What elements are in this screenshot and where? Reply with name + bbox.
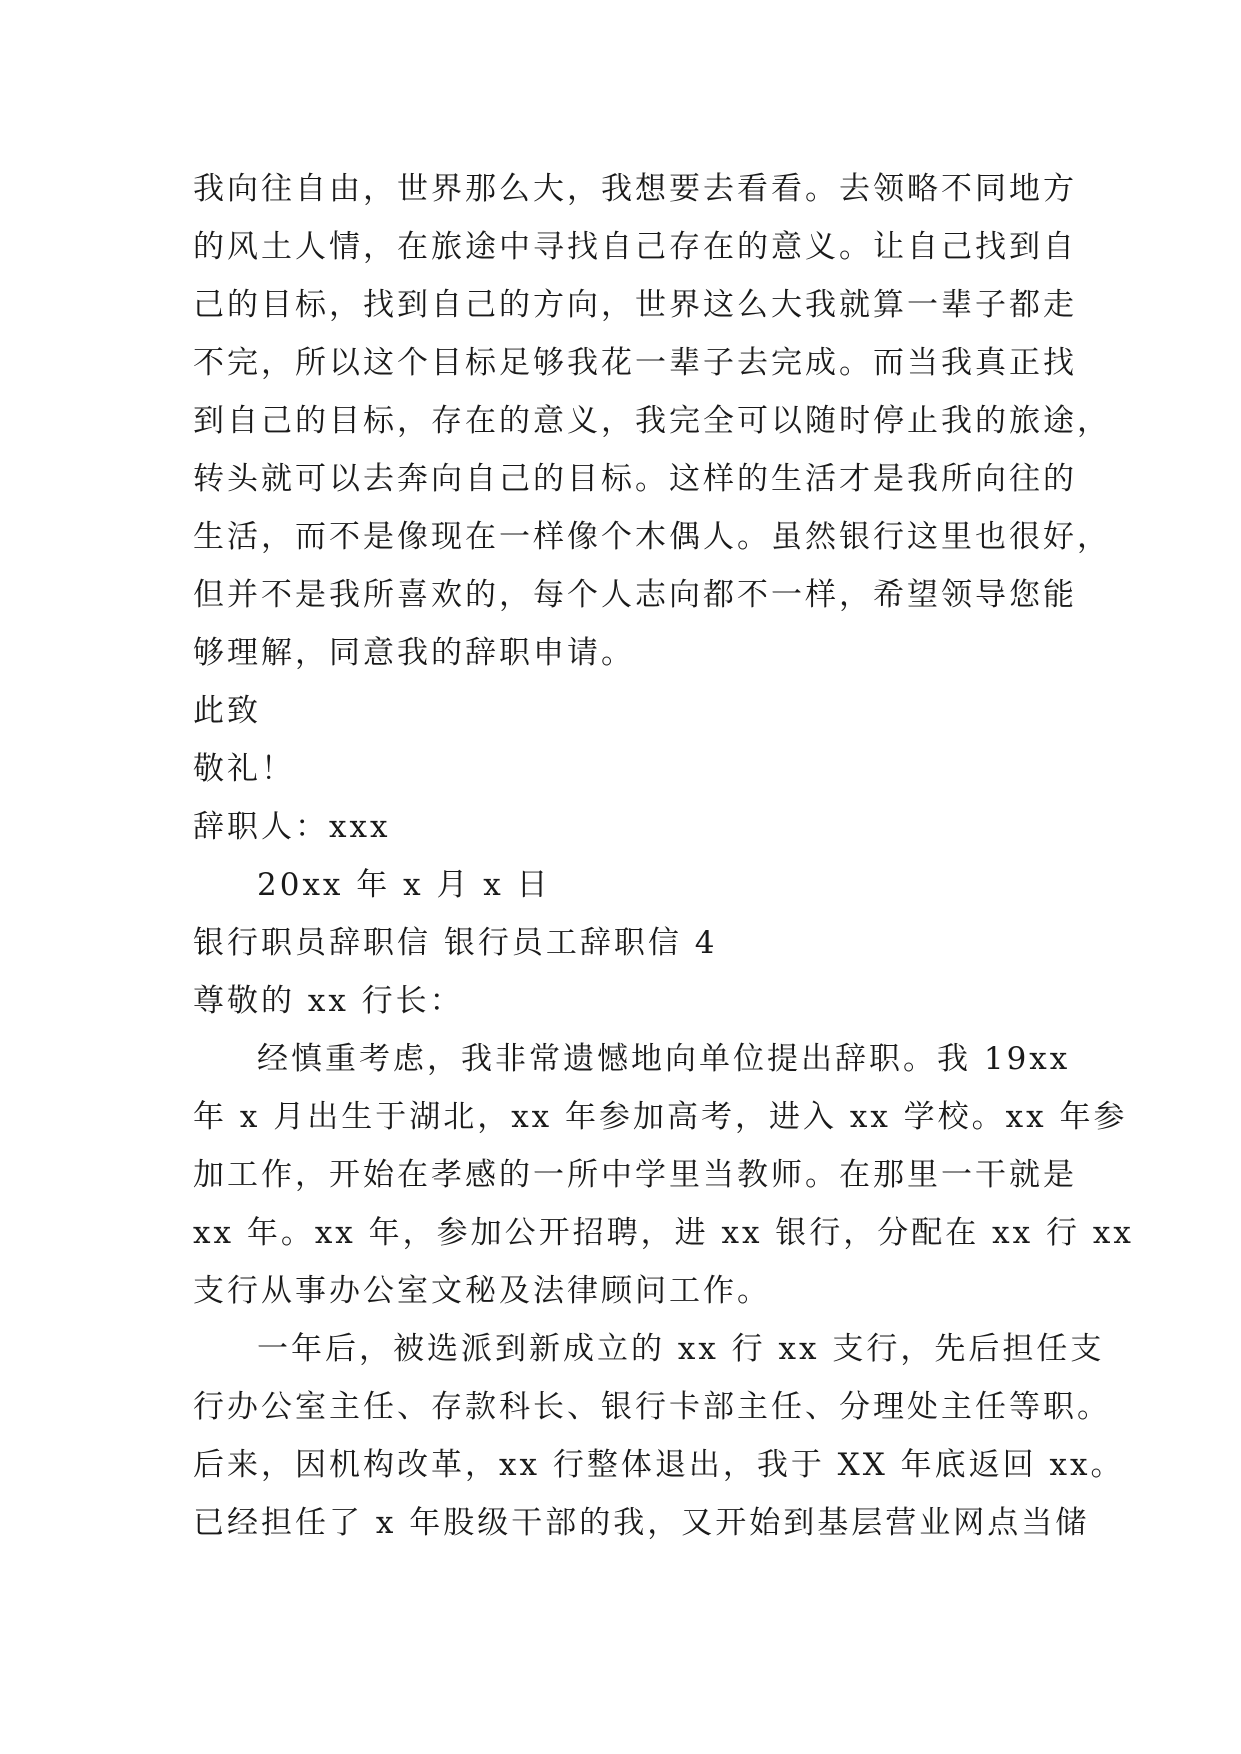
text-line: 够理解，同意我的辞职申请。 (193, 635, 635, 671)
closing-salutation: 此致 (193, 693, 261, 729)
text-line: 到自己的目标，存在的意义，我完全可以随时停止我的旅途， (193, 403, 1111, 439)
paragraph-3 (193, 1320, 1125, 1552)
paragraph-2 (193, 1030, 1134, 1320)
section-title: 银行职员辞职信 银行员工辞职信 4 (193, 925, 718, 961)
text-line: 行办公室主任、存款科长、银行卡部主任、分理处主任等职。 (193, 1389, 1111, 1425)
document-body (193, 160, 1134, 1552)
text-line: 加工作，开始在孝感的一所中学里当教师。在那里一干就是 (193, 1157, 1077, 1193)
text-line: 不完，所以这个目标足够我花一辈子去完成。而当我真正找 (193, 345, 1077, 381)
text-line: 己的目标，找到自己的方向，世界这么大我就算一辈子都走 (193, 287, 1077, 323)
text-line: 我向往自由，世界那么大，我想要去看看。去领略不同地方 (193, 171, 1077, 207)
date-line: 20xx 年 x 月 x 日 (257, 867, 551, 903)
letter-greeting: 尊敬的 xx 行长： (193, 983, 464, 1019)
text-line: 的风土人情，在旅途中寻找自己存在的意义。让自己找到自 (193, 229, 1077, 265)
text-line: 已经担任了 x 年股级干部的我，又开始到基层营业网点当储 (193, 1505, 1090, 1541)
text-line: 后来，因机构改革，xx 行整体退出，我于 XX 年底返回 xx。 (193, 1447, 1125, 1483)
text-line: 经慎重考虑，我非常遗憾地向单位提出辞职。我 19xx (257, 1041, 1071, 1077)
text-line: 支行从事办公室文秘及法律顾问工作。 (193, 1273, 771, 1309)
text-line: 生活，而不是像现在一样像个木偶人。虽然银行这里也很好， (193, 519, 1111, 555)
text-line: 年 x 月出生于湖北，xx 年参加高考，进入 xx 学校。xx 年参 (193, 1099, 1128, 1135)
closing-regards: 敬礼！ (193, 751, 295, 787)
text-line: 转头就可以去奔向自己的目标。这样的生活才是我所向往的 (193, 461, 1077, 497)
paragraph-1 (193, 160, 1111, 682)
signer-line: 辞职人：xxx (193, 809, 391, 845)
text-line: 但并不是我所喜欢的，每个人志向都不一样，希望领导您能 (193, 577, 1077, 613)
text-line: xx 年。xx 年，参加公开招聘，进 xx 银行，分配在 xx 行 xx (193, 1215, 1134, 1251)
text-line: 一年后，被选派到新成立的 xx 行 xx 支行，先后担任支 (257, 1331, 1105, 1367)
